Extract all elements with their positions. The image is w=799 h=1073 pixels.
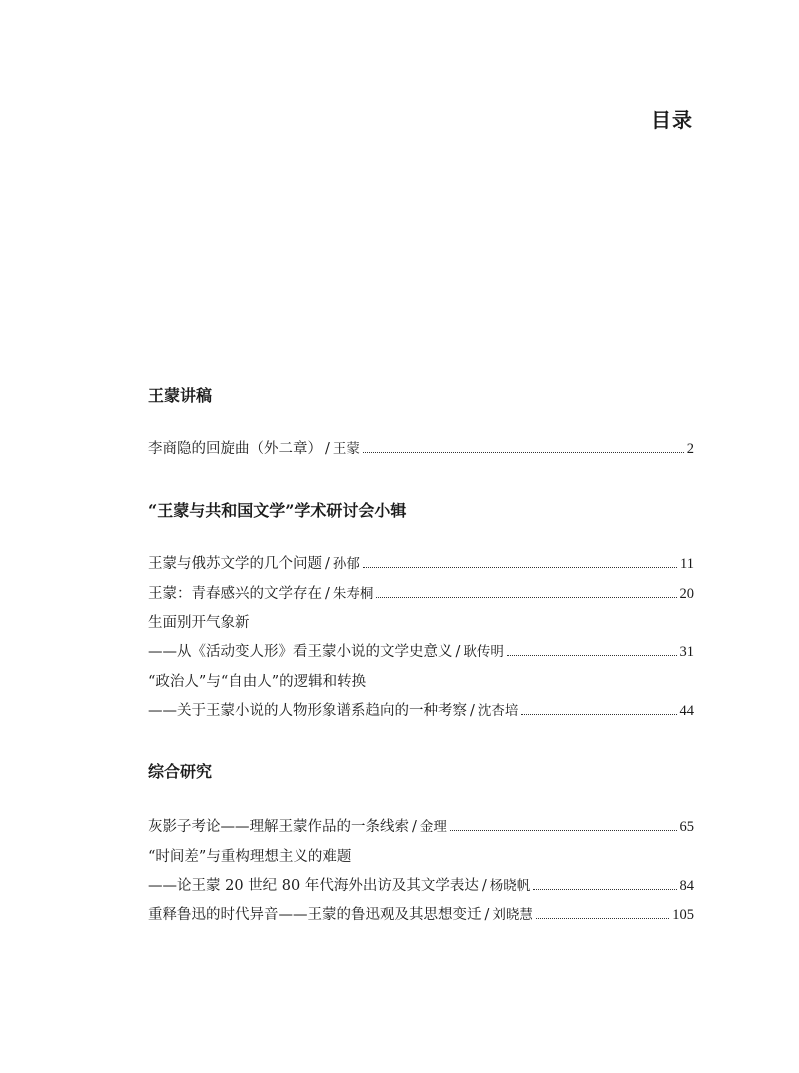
- entry-title-line1: “政治人”与“自由人”的逻辑和转换: [148, 674, 367, 690]
- leader-dots: [376, 597, 676, 598]
- separator: /: [484, 907, 490, 923]
- toc-entry[interactable]: [148, 437, 694, 459]
- toc-entry[interactable]: [148, 640, 694, 662]
- entry-author: 杨晓帆: [489, 878, 531, 894]
- separator: /: [325, 556, 330, 572]
- entry-author: 孙郁: [332, 556, 360, 572]
- entry-author: 耿传明: [463, 644, 504, 660]
- separator: /: [412, 819, 417, 835]
- entry-author: 王蒙: [332, 441, 360, 457]
- section-heading-wangmeng-lectures: 王蒙讲稿: [148, 386, 213, 405]
- separator: /: [455, 644, 461, 660]
- entry-title: 李商隐的回旋曲（外二章）: [148, 441, 322, 457]
- entry-subtitle: ——论王蒙 20 世纪 80 年代海外出访及其文学表达: [148, 878, 479, 894]
- section-heading-comprehensive-research: 综合研究: [148, 762, 213, 781]
- toc-entry-title-line[interactable]: [148, 611, 694, 633]
- page-title: 目录: [651, 108, 693, 132]
- leader-dots: [521, 714, 676, 715]
- toc-entry[interactable]: [148, 552, 694, 574]
- separator: /: [481, 878, 487, 894]
- entry-subtitle: ——关于王蒙小说的人物形象谱系趋向的一种考察: [148, 703, 467, 719]
- entry-author: 刘晓慧: [492, 907, 533, 923]
- entry-title-line1: “时间差”与重构理想主义的难题: [148, 849, 352, 865]
- page-number: 11: [680, 556, 694, 572]
- page-number: 31: [679, 644, 694, 660]
- leader-dots: [450, 830, 677, 831]
- page-number: 84: [679, 878, 694, 894]
- entry-author: 沈杏培: [477, 703, 519, 719]
- toc-entry[interactable]: [148, 582, 694, 604]
- separator: /: [470, 703, 475, 719]
- entry-title: 王蒙与俄苏文学的几个问题: [148, 556, 322, 572]
- page-number: 105: [672, 907, 694, 923]
- entry-title: 重释鲁迅的时代异音——王蒙的鲁迅观及其思想变迁: [148, 907, 482, 923]
- entry-title-line1: 生面别开气象新: [148, 615, 250, 631]
- entry-subtitle: ——从《活动变人形》看王蒙小说的文学史意义: [148, 644, 453, 660]
- entry-title: 王蒙：青春感兴的文学存在: [148, 586, 322, 602]
- section-heading-symposium: “王蒙与共和国文学”学术研讨会小辑: [148, 501, 407, 520]
- page-number: 20: [679, 586, 694, 602]
- leader-dots: [536, 918, 669, 919]
- leader-dots: [363, 567, 677, 568]
- page-number: 44: [679, 703, 694, 719]
- entry-title: 灰影子考论——理解王蒙作品的一条线索: [148, 819, 409, 835]
- entry-author: 朱寿桐: [332, 586, 374, 602]
- toc-entry[interactable]: [148, 903, 694, 925]
- leader-dots: [533, 889, 676, 890]
- leader-dots: [507, 655, 677, 656]
- toc-entry-title-line[interactable]: [148, 845, 694, 867]
- toc-entry-title-line[interactable]: [148, 670, 694, 692]
- toc-entry[interactable]: [148, 874, 694, 896]
- entry-author: 金理: [419, 819, 447, 835]
- toc-entry[interactable]: [148, 815, 694, 837]
- page-number: 65: [679, 819, 694, 835]
- leader-dots: [363, 452, 684, 453]
- toc-entry[interactable]: [148, 699, 694, 721]
- page-number: 2: [686, 441, 694, 457]
- separator: /: [325, 441, 330, 457]
- separator: /: [325, 586, 330, 602]
